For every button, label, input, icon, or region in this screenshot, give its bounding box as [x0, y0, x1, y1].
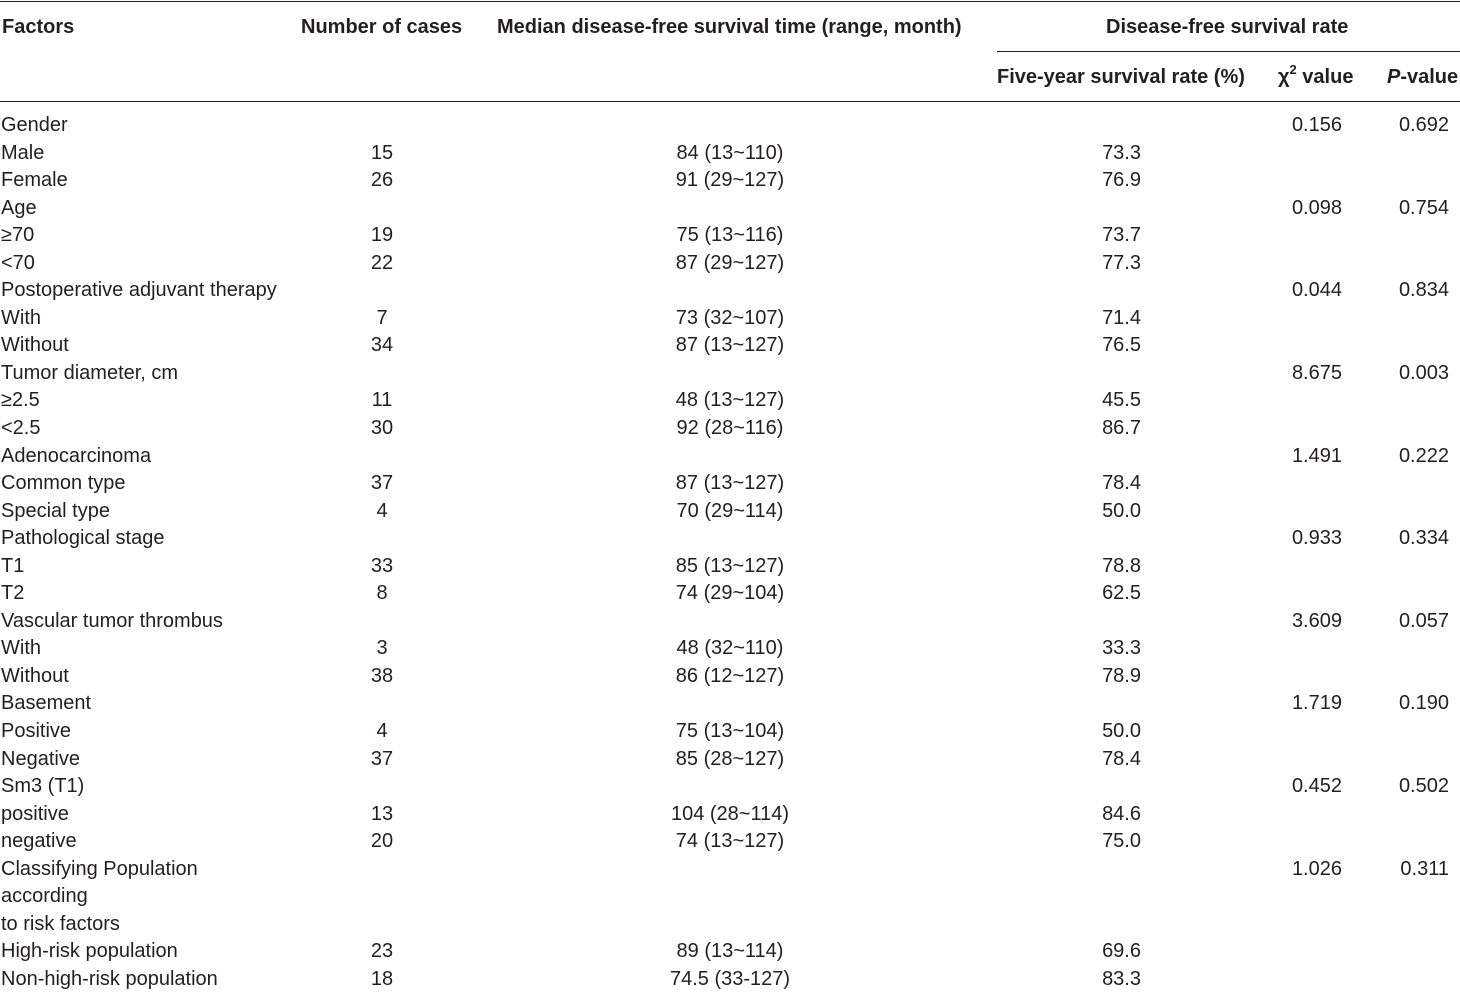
table-row [0, 112, 1460, 140]
header-bottom-rule [0, 101, 1460, 102]
header-chi-square [1278, 62, 1354, 89]
chi-symbol: χ [1278, 66, 1290, 88]
header-dfs-rate-group: Disease-free survival rate [1106, 16, 1349, 38]
p-value-cell-text: 0.334 [1398, 527, 1449, 550]
cases-cell-text: 37 [370, 472, 394, 495]
table-row [0, 911, 1460, 939]
factor-cell: High-risk population [1, 940, 178, 963]
p-value-cell-text: 0.502 [1398, 775, 1449, 798]
five-year-rate-cell-text: 86.7 [1102, 417, 1141, 440]
factor-cell: Postoperative adjuvant therapy [1, 279, 277, 302]
cases-cell-text: 33 [370, 554, 394, 577]
p-value-cell-text: 0.003 [1398, 361, 1449, 384]
table-row [0, 635, 1460, 663]
factor-cell: T1 [1, 554, 25, 577]
factor-cell: Common type [1, 472, 126, 495]
cases-cell-text: 15 [370, 141, 394, 164]
cases-cell-text: 18 [370, 967, 394, 990]
factor-cell: Non-high-risk population [1, 967, 218, 990]
cases-cell-text: 26 [370, 169, 394, 192]
p-value-cell-text: 0.754 [1398, 196, 1449, 219]
table-row [0, 387, 1460, 415]
chi-superscript: 2 [1289, 62, 1297, 77]
five-year-rate-cell-text: 78.8 [1102, 554, 1141, 577]
five-year-rate-cell-text: 83.3 [1102, 967, 1141, 990]
table-body [0, 112, 1460, 994]
factor-cell: Male [1, 141, 45, 164]
chi-square-cell-text: 1.719 [1291, 692, 1342, 715]
five-year-rate-cell-text: 71.4 [1102, 306, 1141, 329]
group-header-rule [997, 51, 1460, 52]
factor-cell: With [1, 637, 41, 660]
cases-cell-text: 23 [370, 940, 394, 963]
table-row [0, 746, 1460, 774]
cases-cell-text: 37 [370, 747, 394, 770]
cases-cell-text: 30 [370, 417, 394, 440]
table-row [0, 415, 1460, 443]
factor-cell: Positive [1, 720, 72, 743]
factor-cell: Tumor diameter, cm [1, 361, 179, 384]
five-year-rate-cell-text: 84.6 [1102, 802, 1141, 825]
median-dfs-cell-text: 48 (32~110) [676, 637, 784, 660]
table-row [0, 580, 1460, 608]
table-row [0, 332, 1460, 360]
median-dfs-cell-text: 86 (12~127) [675, 664, 785, 687]
table-row [0, 222, 1460, 250]
p-value-cell-text: 0.190 [1398, 692, 1449, 715]
five-year-rate-cell-text: 62.5 [1102, 582, 1141, 605]
median-dfs-cell-text: 87 (13~127) [675, 472, 785, 495]
factor-cell: Classifying Population [1, 857, 198, 880]
median-dfs-cell-text: 87 (13~127) [675, 334, 785, 357]
median-dfs-cell-text: 84 (13~110) [676, 141, 784, 164]
chi-square-cell-text: 0.044 [1291, 279, 1342, 302]
median-dfs-cell-text: 104 (28~114) [670, 802, 790, 825]
table-row [0, 360, 1460, 388]
cases-cell-text: 38 [370, 664, 394, 687]
table-row [0, 608, 1460, 636]
chi-square-cell-text: 0.933 [1291, 527, 1342, 550]
five-year-rate-cell-text: 77.3 [1102, 251, 1141, 274]
five-year-rate-cell-text: 78.9 [1102, 664, 1141, 687]
factor-cell: Female [1, 169, 68, 192]
five-year-rate-cell-text: 75.0 [1102, 830, 1141, 853]
p-value-cell-text: 0.834 [1398, 279, 1449, 302]
table-row [0, 801, 1460, 829]
table-row [0, 718, 1460, 746]
chi-square-cell-text: 1.491 [1291, 444, 1342, 467]
factor-cell: Age [1, 196, 37, 219]
median-dfs-cell-text: 48 (13~127) [675, 389, 785, 412]
factor-cell: Basement [1, 692, 92, 715]
five-year-rate-cell-text: 73.3 [1102, 141, 1141, 164]
table-row [0, 250, 1460, 278]
five-year-rate-cell-text: 33.3 [1102, 637, 1141, 660]
p-value-cell-text: 0.057 [1398, 609, 1449, 632]
table-row [0, 277, 1460, 305]
table-row [0, 690, 1460, 718]
table-row [0, 305, 1460, 333]
factor-cell: Special type [1, 499, 110, 522]
median-dfs-cell-text: 91 (29~127) [675, 169, 785, 192]
cases-cell-text: 20 [370, 830, 394, 853]
cases-cell-text: 4 [376, 720, 388, 743]
table-row [0, 663, 1460, 691]
chi-square-cell-text: 0.156 [1291, 114, 1342, 136]
table-top-rule [0, 1, 1460, 2]
factor-cell: Without [1, 664, 69, 687]
table-row [0, 195, 1460, 223]
header-factors: Factors [2, 16, 75, 38]
p-value-cell-text: 0.692 [1398, 114, 1449, 136]
p-value-cell-text: 0.311 [1400, 857, 1449, 880]
factor-cell: Adenocarcinoma [1, 444, 152, 467]
table-row [0, 856, 1460, 884]
factor-cell: T2 [1, 582, 25, 605]
five-year-rate-cell-text: 50.0 [1102, 499, 1141, 522]
factor-cell: Vascular tumor thrombus [1, 609, 223, 632]
factor-cell: to risk factors [1, 912, 120, 935]
chi-suffix: value [1296, 66, 1354, 88]
median-dfs-cell-text: 73 (32~107) [675, 306, 785, 329]
header-number-of-cases: Number of cases [301, 16, 463, 38]
cases-cell-text: 22 [370, 251, 394, 274]
cases-cell-text: 4 [376, 499, 388, 522]
median-dfs-cell-text: 85 (13~127) [675, 554, 785, 577]
chi-square-cell-text: 3.609 [1291, 609, 1342, 632]
factor-cell: negative [1, 830, 77, 853]
table-row [0, 883, 1460, 911]
factor-cell: Without [1, 334, 69, 357]
table-row [0, 773, 1460, 801]
table-row [0, 553, 1460, 581]
five-year-rate-cell-text: 78.4 [1102, 472, 1141, 495]
five-year-rate-cell-text: 73.7 [1102, 224, 1141, 247]
five-year-rate-cell-text: 78.4 [1102, 747, 1141, 770]
factor-cell: positive [1, 802, 69, 825]
cases-cell-text: 7 [376, 306, 388, 329]
chi-square-cell-text: 1.026 [1291, 857, 1342, 880]
table-row [0, 140, 1460, 168]
table-row [0, 938, 1460, 966]
chi-square-cell-text: 0.452 [1291, 775, 1342, 798]
median-dfs-cell-text: 92 (28~116) [676, 417, 784, 440]
table-row [0, 498, 1460, 526]
cases-cell-text: 34 [370, 334, 394, 357]
p-suffix: -value [1400, 66, 1459, 88]
five-year-rate-cell-text: 69.6 [1102, 940, 1141, 963]
cases-cell-text: 8 [376, 582, 388, 605]
five-year-rate-cell-text: 45.5 [1102, 389, 1141, 412]
factor-cell: With [1, 306, 41, 329]
table-row [0, 525, 1460, 553]
median-dfs-cell-text: 75 (13~104) [675, 720, 785, 743]
table-row [0, 470, 1460, 498]
factor-cell: <2.5 [1, 417, 41, 440]
median-dfs-cell-text: 89 (13~114) [676, 940, 784, 963]
header-p-value [1387, 65, 1458, 89]
five-year-rate-cell-text: 76.9 [1102, 169, 1141, 192]
chi-square-cell-text: 0.098 [1291, 196, 1342, 219]
factor-cell: ≥70 [1, 224, 35, 247]
five-year-rate-cell-text: 50.0 [1102, 720, 1141, 743]
factor-cell: Gender [1, 114, 68, 136]
table-row [0, 167, 1460, 195]
p-letter: P [1387, 66, 1401, 88]
median-dfs-cell-text: 85 (28~127) [675, 747, 785, 770]
factor-cell: <70 [1, 251, 35, 274]
table-row [0, 828, 1460, 856]
table-row [0, 966, 1460, 994]
median-dfs-cell-text: 87 (29~127) [675, 251, 785, 274]
cases-cell-text: 19 [370, 224, 394, 247]
factor-cell: Pathological stage [1, 527, 165, 550]
median-dfs-cell-text: 75 (13~116) [676, 224, 784, 247]
factor-cell: ≥2.5 [1, 389, 40, 412]
table-row [0, 443, 1460, 471]
median-dfs-cell-text: 74.5 (33-127) [669, 967, 791, 990]
median-dfs-cell-text: 74 (13~127) [675, 830, 785, 853]
factor-cell: Sm3 (T1) [1, 775, 85, 798]
five-year-rate-cell-text: 76.5 [1102, 334, 1141, 357]
cases-cell-text: 13 [370, 802, 394, 825]
median-dfs-cell-text: 74 (29~104) [675, 582, 785, 605]
chi-square-cell-text: 8.675 [1291, 361, 1342, 384]
factor-cell: Negative [1, 747, 80, 770]
cases-cell-text: 3 [376, 637, 388, 660]
header-median-dfs: Median disease-free survival time (range, month) [497, 16, 962, 38]
factor-cell: according [1, 885, 88, 908]
p-value-cell-text: 0.222 [1398, 444, 1449, 467]
header-five-year-rate: Five-year survival rate (%) [997, 66, 1245, 88]
median-dfs-cell-text: 70 (29~114) [676, 499, 784, 522]
cases-cell-text: 11 [371, 389, 393, 412]
